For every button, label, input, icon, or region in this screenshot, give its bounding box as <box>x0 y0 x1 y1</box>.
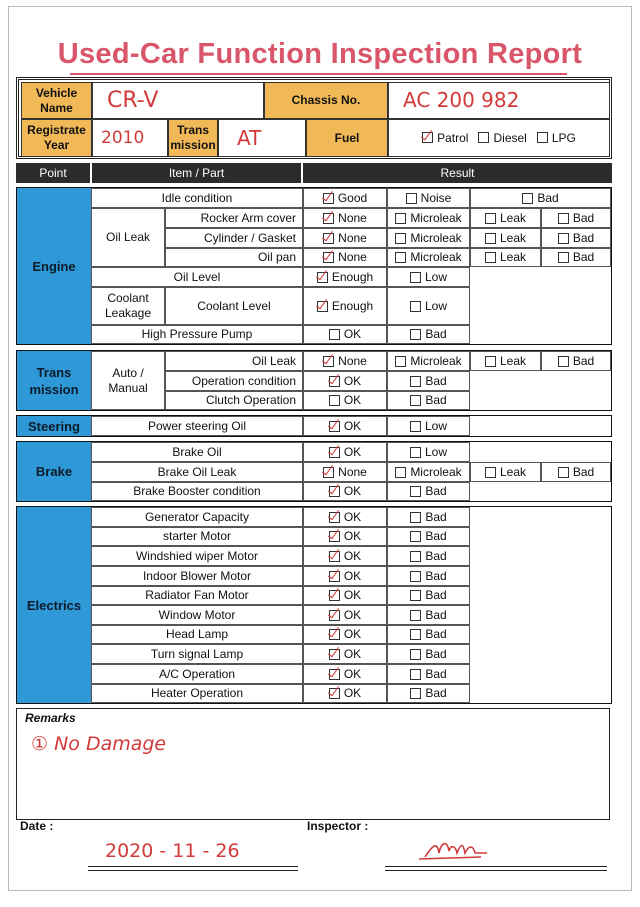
checkbox-icon <box>537 132 548 143</box>
generator-ok-option[interactable]: OK <box>303 507 387 527</box>
fuel-options <box>388 119 610 157</box>
starter-motor-item: starter Motor <box>91 527 303 546</box>
date-label: Date : <box>20 819 54 833</box>
steering-section <box>16 415 612 437</box>
fuel-option-diesel[interactable]: Diesel <box>478 131 526 146</box>
checkbox-icon <box>329 486 340 497</box>
checkbox-icon <box>410 590 421 601</box>
checkbox-icon <box>410 512 421 523</box>
checkbox-icon <box>329 649 340 660</box>
oil-level-low-option[interactable]: Low <box>387 267 470 287</box>
oil-pan-microleak-option[interactable]: Microleak <box>387 248 470 267</box>
checkbox-icon <box>395 252 406 263</box>
checkbox-icon <box>323 467 334 478</box>
rocker-arm-item: Rocker Arm cover <box>165 208 303 228</box>
brake-booster-item: Brake Booster condition <box>91 482 303 501</box>
ac-operation-item: A/C Operation <box>91 664 303 684</box>
steering-label: Steering <box>17 416 91 436</box>
idle-noise-option[interactable]: Noise <box>387 188 470 208</box>
remarks-text: ① No Damage <box>31 733 167 755</box>
radiator-bad-option[interactable]: Bad <box>387 586 470 605</box>
checkbox-icon <box>410 531 421 542</box>
brake-oil-item: Brake Oil <box>91 442 303 462</box>
trans-oil-bad-option[interactable]: Bad <box>541 351 611 371</box>
brake-leak-leak-option[interactable]: Leak <box>470 462 541 482</box>
rocker-bad-option[interactable]: Bad <box>541 208 611 228</box>
brake-label: Brake <box>17 442 91 501</box>
checkbox-icon <box>478 132 489 143</box>
checkbox-icon <box>323 233 334 244</box>
engine-label: Engine <box>17 188 91 344</box>
checkbox-icon <box>410 649 421 660</box>
fuel-option-patrol[interactable]: Patrol <box>422 131 468 146</box>
blower-bad-option[interactable]: Bad <box>387 566 470 586</box>
vehicle-info-box <box>16 77 612 159</box>
checkbox-icon <box>558 233 569 244</box>
brake-oil-leak-item: Brake Oil Leak <box>91 462 303 482</box>
cylinder-none-option[interactable]: None <box>303 228 387 248</box>
checkbox-icon <box>329 551 340 562</box>
head-lamp-bad-option[interactable]: Bad <box>387 625 470 644</box>
fuel-label: Fuel <box>306 119 388 157</box>
checkbox-icon <box>329 590 340 601</box>
checkbox-icon <box>329 447 340 458</box>
checkbox-icon <box>558 252 569 263</box>
checkbox-icon <box>410 486 421 497</box>
inspector-label: Inspector : <box>307 819 369 833</box>
checkbox-icon <box>317 301 328 312</box>
oil-pan-item: Oil pan <box>165 248 303 267</box>
electrics-label: Electrics <box>17 507 91 703</box>
engine-section <box>16 187 612 345</box>
generator-capacity-item: Generator Capacity <box>91 507 303 527</box>
checkbox-icon <box>410 301 421 312</box>
booster-bad-option[interactable]: Bad <box>387 482 470 501</box>
date-value[interactable]: 2020 - 11 - 26 <box>105 840 240 862</box>
checkbox-icon <box>410 610 421 621</box>
checkbox-icon <box>329 531 340 542</box>
checkbox-icon <box>410 376 421 387</box>
checkbox-icon <box>323 356 334 367</box>
column-item: Item / Part <box>92 163 301 183</box>
transmission-section-label: Trans mission <box>17 351 91 410</box>
wiper-motor-item: Windshied wiper Motor <box>91 546 303 566</box>
checkbox-icon <box>410 447 421 458</box>
rocker-none-option[interactable]: None <box>303 208 387 228</box>
blower-ok-option[interactable]: OK <box>303 566 387 586</box>
cylinder-microleak-option[interactable]: Microleak <box>387 228 470 248</box>
turn-signal-ok-option[interactable]: OK <box>303 644 387 664</box>
report-title: Used-Car Function Inspection Report <box>57 38 583 70</box>
rocker-leak-option[interactable]: Leak <box>470 208 541 228</box>
remarks-label: Remarks <box>25 711 76 725</box>
clutch-ok-option[interactable]: OK <box>303 391 387 410</box>
hp-pump-item: High Pressure Pump <box>91 325 303 344</box>
ac-ok-option[interactable]: OK <box>303 664 387 684</box>
checkbox-icon <box>323 193 334 204</box>
checkbox-icon <box>329 571 340 582</box>
brake-oil-ok-option[interactable]: OK <box>303 442 387 462</box>
checkbox-icon <box>329 376 340 387</box>
brake-leak-none-option[interactable]: None <box>303 462 387 482</box>
checkbox-icon <box>395 233 406 244</box>
brake-leak-microleak-option[interactable]: Microleak <box>387 462 470 482</box>
column-point: Point <box>16 163 90 183</box>
remarks-box[interactable] <box>16 708 610 820</box>
vehicle-name-label: Vehicle Name <box>21 82 92 119</box>
transmission-section <box>16 350 612 411</box>
wiper-bad-option[interactable]: Bad <box>387 546 470 566</box>
idle-bad-option[interactable]: Bad <box>470 188 611 208</box>
oil-level-item: Oil Level <box>91 267 303 287</box>
checkbox-icon <box>410 395 421 406</box>
checkbox-icon <box>395 356 406 367</box>
checkbox-icon <box>410 329 421 340</box>
checkbox-icon <box>485 233 496 244</box>
cylinder-bad-option[interactable]: Bad <box>541 228 611 248</box>
checkbox-icon <box>317 272 328 283</box>
power-steering-oil-item: Power steering Oil <box>91 416 303 436</box>
chassis-value[interactable]: AC 200 982 <box>388 82 610 119</box>
checkbox-icon <box>485 356 496 367</box>
hp-pump-ok-option[interactable]: OK <box>303 325 387 344</box>
coolant-enough-option[interactable]: Enough <box>303 287 387 325</box>
heater-operation-item: Heater Operation <box>91 684 303 703</box>
trans-oil-none-option[interactable]: None <box>303 351 387 371</box>
checkbox-icon <box>395 467 406 478</box>
clutch-bad-option[interactable]: Bad <box>387 391 470 410</box>
checkbox-icon <box>329 329 340 340</box>
oil-level-enough-option[interactable]: Enough <box>303 267 387 287</box>
vehicle-name-value[interactable]: CR-V <box>92 82 264 119</box>
checkbox-icon <box>558 356 569 367</box>
brake-leak-bad-option[interactable]: Bad <box>541 462 611 482</box>
checkbox-icon <box>410 421 421 432</box>
turn-signal-item: Turn signal Lamp <box>91 644 303 664</box>
brake-oil-low-option[interactable]: Low <box>387 442 470 462</box>
title-underline <box>70 73 567 75</box>
idle-good-option[interactable]: Good <box>303 188 387 208</box>
ac-bad-option[interactable]: Bad <box>387 664 470 684</box>
trans-oil-microleak-option[interactable]: Microleak <box>387 351 470 371</box>
brake-section <box>16 441 612 502</box>
registrate-year-label: Registrate Year <box>21 119 92 157</box>
checkbox-icon <box>329 629 340 640</box>
checkbox-icon <box>485 467 496 478</box>
checkbox-icon <box>329 610 340 621</box>
checkbox-icon <box>329 669 340 680</box>
blower-motor-item: Indoor Blower Motor <box>91 566 303 586</box>
window-motor-item: Window Motor <box>91 605 303 625</box>
coolant-low-option[interactable]: Low <box>387 287 470 325</box>
transmission-label: Trans mission <box>168 119 218 157</box>
checkbox-icon <box>410 688 421 699</box>
operation-bad-option[interactable]: Bad <box>387 371 470 391</box>
checkbox-icon <box>323 252 334 263</box>
radiator-ok-option[interactable]: OK <box>303 586 387 605</box>
date-underline <box>88 866 298 871</box>
checkbox-icon <box>410 629 421 640</box>
heater-bad-option[interactable]: Bad <box>387 684 470 703</box>
checkbox-icon <box>410 669 421 680</box>
oil-pan-bad-option[interactable]: Bad <box>541 248 611 267</box>
fuel-option-lpg[interactable]: LPG <box>537 131 576 146</box>
electrics-section <box>16 506 612 704</box>
coolant-leakage-group: Coolant Leakage <box>91 287 165 325</box>
head-lamp-ok-option[interactable]: OK <box>303 625 387 644</box>
hp-pump-bad-option[interactable]: Bad <box>387 325 470 344</box>
checkbox-icon <box>410 551 421 562</box>
oil-pan-none-option[interactable]: None <box>303 248 387 267</box>
heater-ok-option[interactable]: OK <box>303 684 387 703</box>
registrate-year-value[interactable]: 2010 <box>92 119 168 157</box>
oil-leak-group: Oil Leak <box>91 208 165 267</box>
checkbox-icon <box>410 272 421 283</box>
column-result: Result <box>303 163 612 183</box>
radiator-fan-item: Radiator Fan Motor <box>91 586 303 605</box>
auto-manual-group: Auto / Manual <box>91 351 165 410</box>
wiper-ok-option[interactable]: OK <box>303 546 387 566</box>
cylinder-leak-option[interactable]: Leak <box>470 228 541 248</box>
checkbox-icon <box>422 132 433 143</box>
checkbox-icon <box>485 252 496 263</box>
operation-ok-option[interactable]: OK <box>303 371 387 391</box>
window-ok-option[interactable]: OK <box>303 605 387 625</box>
head-lamp-item: Head Lamp <box>91 625 303 644</box>
trans-oil-leak-item: Oil Leak <box>165 351 303 371</box>
transmission-value[interactable]: AT <box>218 119 306 157</box>
checkbox-icon <box>329 395 340 406</box>
idle-condition-item: Idle condition <box>91 188 303 208</box>
oil-pan-leak-option[interactable]: Leak <box>470 248 541 267</box>
checkbox-icon <box>485 213 496 224</box>
trans-oil-leak-option[interactable]: Leak <box>470 351 541 371</box>
window-bad-option[interactable]: Bad <box>387 605 470 625</box>
steering-ok-option[interactable]: OK <box>303 416 387 436</box>
checkbox-icon <box>395 213 406 224</box>
starter-ok-option[interactable]: OK <box>303 527 387 546</box>
starter-bad-option[interactable]: Bad <box>387 527 470 546</box>
clutch-operation-item: Clutch Operation <box>165 391 303 410</box>
inspector-underline <box>385 866 607 871</box>
inspector-signature <box>415 835 495 865</box>
rocker-microleak-option[interactable]: Microleak <box>387 208 470 228</box>
coolant-level-item: Coolant Level <box>165 287 303 325</box>
checkbox-icon <box>558 213 569 224</box>
turn-signal-bad-option[interactable]: Bad <box>387 644 470 664</box>
booster-ok-option[interactable]: OK <box>303 482 387 501</box>
chassis-label: Chassis No. <box>264 82 388 119</box>
checkbox-icon <box>558 467 569 478</box>
checkbox-icon <box>522 193 533 204</box>
checkbox-icon <box>329 688 340 699</box>
checkbox-icon <box>410 571 421 582</box>
cylinder-gasket-item: Cylinder / Gasket <box>165 228 303 248</box>
checkbox-icon <box>406 193 417 204</box>
checkbox-icon <box>329 421 340 432</box>
checkbox-icon <box>323 213 334 224</box>
steering-low-option[interactable]: Low <box>387 416 470 436</box>
generator-bad-option[interactable]: Bad <box>387 507 470 527</box>
checkbox-icon <box>329 512 340 523</box>
operation-condition-item: Operation condition <box>165 371 303 391</box>
